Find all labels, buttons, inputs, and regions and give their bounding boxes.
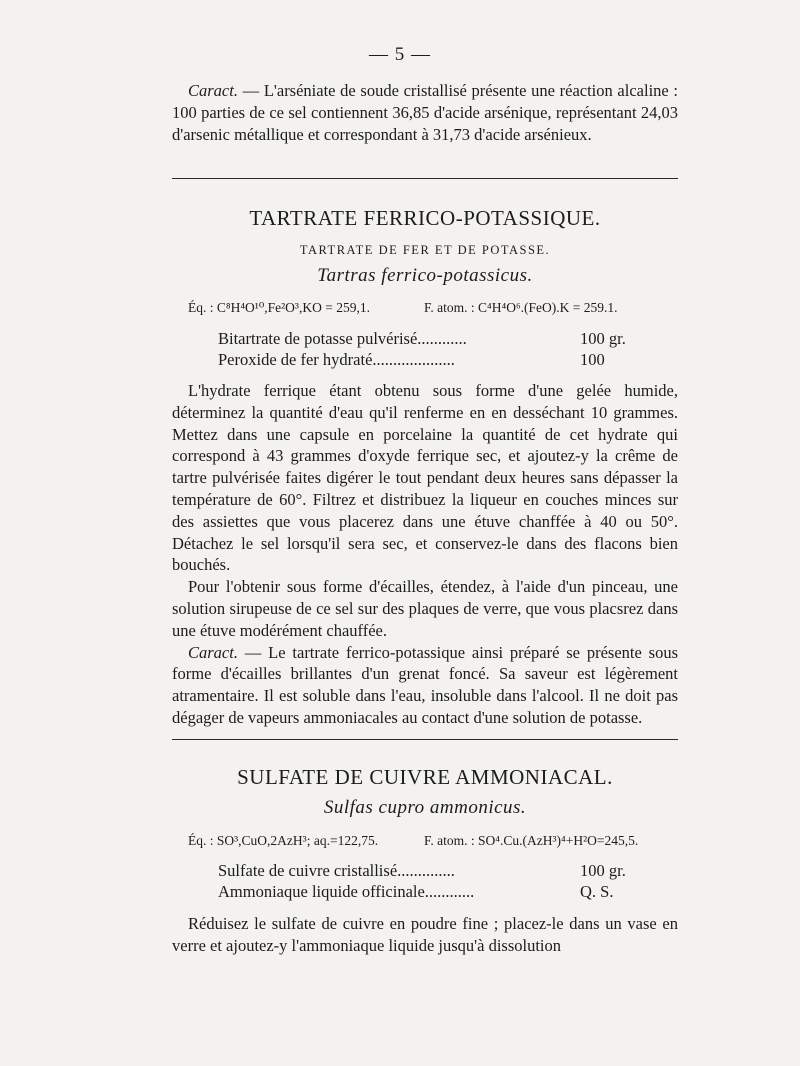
tartrate-latin-name: Tartras ferrico-potassicus.: [317, 265, 533, 286]
equation-equivalents: Éq. : C⁸H⁴O¹⁰,Fe²O³,KO = 259,1.: [188, 300, 370, 315]
tartrate-equation: [188, 300, 678, 316]
equation-atomic-formula: F. atom. : C⁴H⁴O⁶.(FeO).K = 259.1.: [424, 300, 618, 315]
sulfate-equation: [188, 833, 678, 849]
caract-text: — L'arséniate de soude cristallisé présente une réaction alcaline : 100 parties de ce sel contiennent 36,85 d'acide arsénique, représentant 24,03 d'arsenic métallique et correspondant à 31,73 d'acide arsénieux.: [172, 81, 678, 144]
sulfate-title: SULFATE DE CUIVRE AMMONIACAL.: [237, 765, 613, 789]
tartrate-preparation-paragraph: L'hydrate ferrique étant obtenu sous forme d'une gelée humide, déterminez la quantité d'eau qu'il renferme en en desséchant 10 grammes. Mettez dans une capsule en porcelaine la quantité de cet hydrate qui correspond à 43 grammes d'oxyde ferrique sec, et ajoutez-y la crême de tartre pulvérisée faites digérer le tout pendant deux heures sans dépasser la température de 60°. Filtrez et distribuez la liqueur en couches minces sur des assiettes que vous placerez dans une étuve chanffée à 40 ou 50°. Détachez le sel lorsqu'il sera sec, et conservez-le dans des flacons bien bouchés.: [172, 381, 678, 575]
tartrate-caract-paragraph: Caract. — Le tartrate ferrico-potassique ainsi préparé se présente sous forme d'écailles brillantes d'un grenat foncé. Sa saveur est légèrement atramentaire. Il est soluble dans l'eau, insoluble dans l'alcool. Il ne doit pas dégager de vapeurs ammoniacales au contact d'une solution de potasse.: [172, 642, 678, 727]
tartrate-scales-paragraph: Pour l'obtenir sous forme d'écailles, étendez, à l'aide d'un pinceau, une solution sirupeuse de ce sel sur des plaques de verre, que vous placsrez dans une étuve modérément chauffée.: [172, 577, 678, 640]
equation-equivalents: Éq. : SO³,CuO,2AzH³; aq.=122,75.: [188, 833, 379, 848]
caract-label: Caract.: [188, 81, 238, 100]
equation-atomic-formula: F. atom. : SO⁴.Cu.(AzH³)⁴+H²O=245,5.: [424, 833, 639, 848]
section-divider: [172, 178, 678, 179]
section-divider: [172, 739, 678, 740]
sulfate-body: [172, 913, 678, 957]
caract-arseniate-paragraph: [172, 80, 678, 145]
tartrate-body: [172, 380, 678, 729]
sulfate-latin-name: Sulfas cupro ammonicus.: [323, 797, 527, 818]
tartrate-subtitle: TARTRATE DE FER ET DE POTASSE.: [299, 243, 551, 257]
page-number: — 5 —: [369, 44, 431, 65]
sulfate-preparation-paragraph: Réduisez le sulfate de cuivre en poudre fine ; placez-le dans un vase en verre et ajoutez-y l'ammoniaque liquide jusqu'à dissolution: [172, 914, 678, 955]
tartrate-title: TARTRATE FERRICO-POTASSIQUE.: [249, 206, 601, 230]
